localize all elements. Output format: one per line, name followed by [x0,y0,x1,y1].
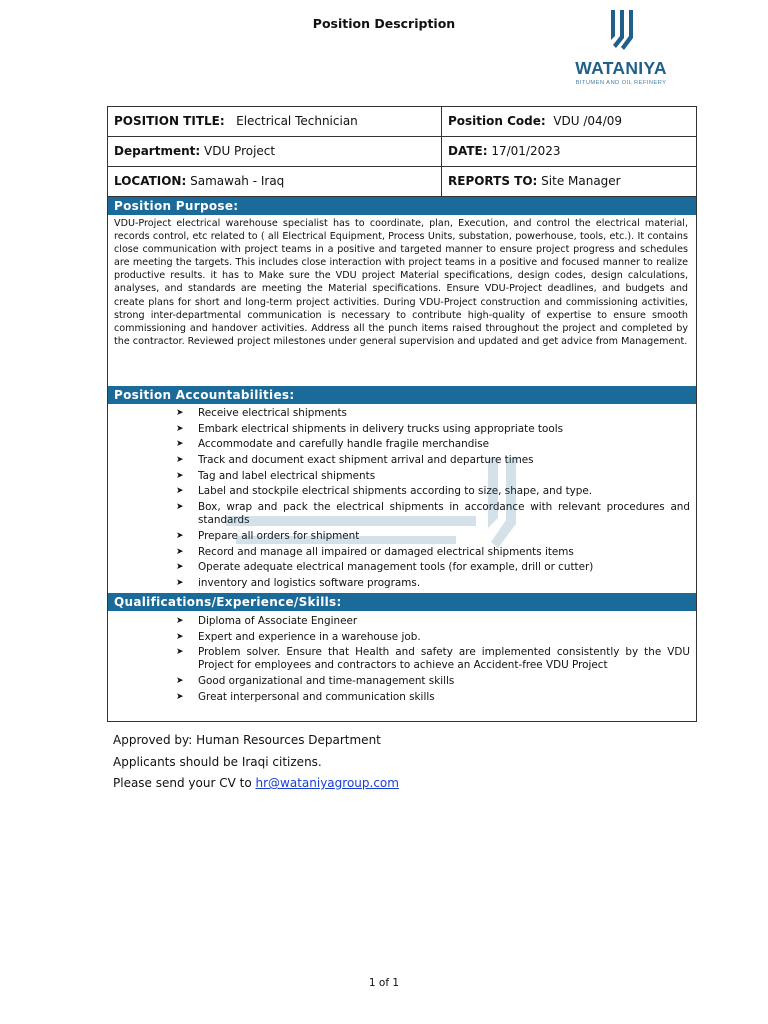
footer-notes [113,730,399,795]
info-row-department [108,137,696,167]
date-label: DATE: [448,144,488,158]
list-item: ➤ Label and stockpile electrical shipments according to size, shape, and type. [176,485,593,498]
position-title-value: Electrical Technician [236,114,358,128]
position-title-label: POSITION TITLE: [114,114,225,128]
department-value: VDU Project [204,144,276,158]
list-item: ➤ Box, wrap and pack the electrical shipments in accordance with relevant procedures and standards [176,501,690,527]
list-item: ➤ Embark electrical shipments in delivery trucks using appropriate tools [176,422,563,435]
company-logo [566,8,676,90]
send-cv-text: Please send your CV to [113,776,256,790]
location-cell [108,167,442,196]
list-item: ➤ Expert and experience in a warehouse job. [176,630,421,643]
list-item: ➤ Receive electrical shipments [176,407,347,419]
info-row-title [108,107,696,137]
location-value: Samawah - Iraq [190,174,285,188]
list-item: ➤ Prepare all orders for shipment [176,529,360,542]
position-code-cell [442,107,696,136]
list-item: ➤ inventory and logistics software programs. [176,576,421,589]
purpose-text: VDU-Project electrical warehouse specialist has to coordinate, plan, Execution, and control the electrical material, records control, etc related to ( all Electrical Equipment, Process Units, substation, powerhouse, tools, etc.). It contains close communication with project teams in a positive and targeted manner to ensure project progress and schedules are meeting the targets. This includes close interaction with project teams in a positive and focused manner to realize productive results. it has to Make sure the VDU project Material specifications, design codes, design calculations, analyses, and standards are meeting the Material specifications. Ensure VDU-Project deadlines, and budgets and create plans for short and long-term project activities. During VDU-Project construction and commissioning activities, strong inter-departmental communication is necessary to contribute high-quality of expertise to ensure smooth commissioning and handover activities. Address all the punch items raised throughout the project and completed by the contractor. Reviewed project milestones under general supervision and updated and get advice from Management. [114,218,688,347]
reports-to-label: REPORTS TO: [448,174,538,188]
reports-to-cell [442,167,696,196]
list-item: ➤ Tag and label electrical shipments [176,469,376,482]
list-item: ➤ Record and manage all impaired or damaged electrical shipments items [176,545,574,558]
position-code-value: VDU /04/09 [553,114,622,128]
list-item: ➤ Problem solver. Ensure that Health and safety are implemented consistently by the VDU Project for employees and contractors to achieve an Accident-free VDU Project [176,646,690,672]
document-title: Position Description [312,16,456,31]
list-item: ➤ Diploma of Associate Engineer [176,615,358,627]
approved-by: Approved by: Human Resources Department [113,733,381,747]
info-row-location [108,167,696,197]
logo-tagline: BITUMEN AND OIL REFINERY [575,80,667,86]
qualifications-heading: Qualifications/Experience/Skills: [108,593,696,611]
wataniya-logo-icon [608,8,638,50]
purpose-heading: Position Purpose: [108,197,696,215]
department-cell [108,137,442,166]
reports-to-value: Site Manager [541,174,621,188]
position-table [107,106,697,722]
list-item: ➤ Operate adequate electrical management tools (for example, drill or cutter) [176,561,594,574]
list-item: ➤ Track and document exact shipment arrival and departure times [176,454,534,467]
watermark-logo-icon [226,458,526,578]
applicants-note: Applicants should be Iraqi citizens. [113,754,322,769]
qualifications-list [176,615,690,706]
list-item: ➤ Good organizational and time-management skills [176,675,455,688]
logo-wordmark: WATANIYA [575,58,667,78]
list-item: ➤ Accommodate and carefully handle fragile merchandise [176,438,490,451]
position-title-cell [108,107,442,136]
position-code-label: Position Code: [448,114,546,128]
date-cell [442,137,696,166]
accountabilities-heading: Position Accountabilities: [108,386,696,404]
department-label: Department: [114,144,201,158]
send-cv-line [113,773,399,795]
location-label: LOCATION: [114,174,187,188]
list-item: ➤ Great interpersonal and communication skills [176,690,435,703]
page-number: 1 of 1 [368,977,400,989]
email-link[interactable]: hr@wataniyagroup.com [255,776,399,790]
date-value: 17/01/2023 [491,144,561,158]
